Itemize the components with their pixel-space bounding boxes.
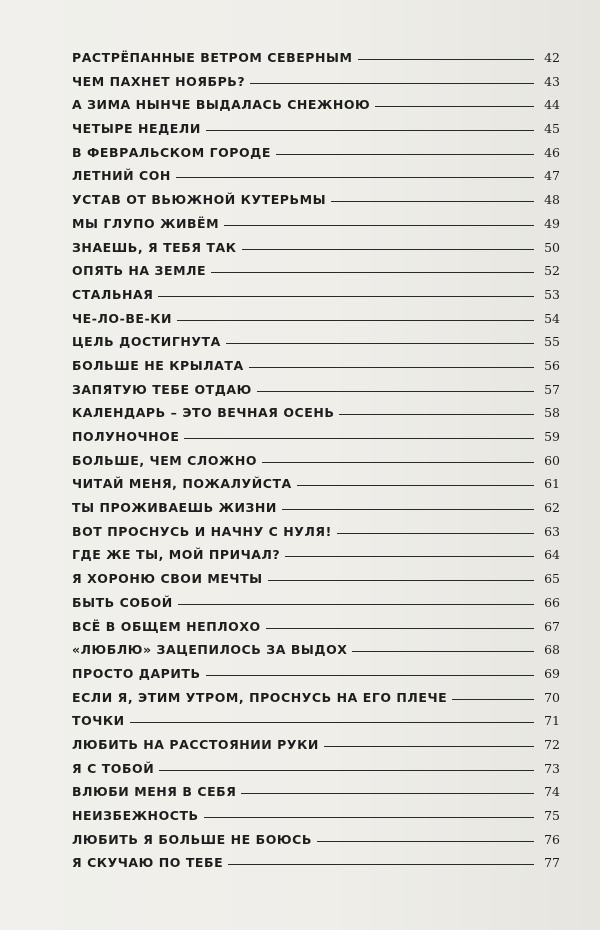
toc-entry-page: 68 [544, 642, 560, 658]
toc-entry-leader [250, 83, 534, 84]
toc-entry-title: РАСТРЁПАННЫЕ ВЕТРОМ СЕВЕРНЫМ [72, 50, 353, 65]
toc-entry-page: 48 [544, 192, 560, 208]
toc-entry-leader [339, 414, 534, 415]
toc-entry-leader [257, 391, 534, 392]
toc-entry-title: МЫ ГЛУПО ЖИВЁМ [72, 215, 220, 231]
toc-entry [72, 145, 560, 169]
toc-entry-title: ЕСЛИ Я, ЭТИМ УТРОМ, ПРОСНУСЬ НА ЕГО ПЛЕЧЕ [72, 689, 448, 705]
toc-entry-title: В ФЕВРАЛЬСКОМ ГОРОДЕ [72, 144, 271, 160]
toc-entry-title: ОПЯТЬ НА ЗЕМЛЕ [72, 263, 207, 279]
toc-entry-leader [297, 485, 534, 486]
toc-entry-title: «ЛЮБЛЮ» ЗАЦЕПИЛОСЬ ЗА ВЫДОХ [72, 642, 348, 658]
toc-entry-page: 43 [544, 73, 560, 89]
toc-entry [72, 547, 560, 571]
toc-entry-title: ЛЕТНИЙ СОН [72, 168, 171, 184]
toc-entry [72, 287, 560, 311]
toc-entry [72, 808, 560, 832]
toc-entry-title: Я ХОРОНЮ СВОИ МЕЧТЫ [72, 571, 263, 587]
toc-entry-page: 77 [544, 855, 560, 871]
toc-entry-page: 63 [544, 523, 560, 539]
toc-entry-page: 49 [544, 215, 560, 231]
toc-entry [72, 405, 560, 429]
toc-entry-title: ПРОСТО ДАРИТЬ [72, 665, 201, 681]
toc-entry-title: ЧЕТЫРЕ НЕДЕЛИ [72, 121, 201, 137]
toc-entry-title: ГДЕ ЖЕ ТЫ, МОЙ ПРИЧАЛ? [72, 547, 281, 563]
toc-entry [72, 358, 560, 382]
toc-entry-leader [262, 462, 534, 463]
toc-entry-page: 62 [544, 500, 560, 516]
toc-entry-title: ПОЛУНОЧНОЕ [72, 429, 180, 444]
toc-entry-title: УСТАВ ОТ ВЬЮЖНОЙ КУТЕРЬМЫ [72, 192, 327, 208]
toc-entry-page: 71 [544, 713, 560, 729]
toc-entry [72, 168, 560, 192]
toc-entry-leader [224, 225, 534, 226]
toc-entry [72, 192, 560, 216]
toc-entry [72, 784, 560, 808]
toc-entry-title: ТОЧКИ [72, 713, 125, 729]
toc-entry-leader [206, 675, 534, 676]
toc-entry-page: 76 [544, 831, 560, 847]
toc-entry [72, 690, 560, 714]
toc-entry-title: БЫТЬ СОБОЙ [72, 594, 173, 610]
toc-entry-page: 55 [544, 334, 560, 350]
toc-entry [72, 50, 560, 74]
table-of-contents [72, 50, 560, 879]
toc-entry-title: Я СКУЧАЮ ПО ТЕБЕ [72, 855, 224, 871]
toc-entry-leader [352, 651, 534, 652]
toc-entry-leader [282, 509, 534, 510]
toc-entry [72, 216, 560, 240]
toc-entry [72, 500, 560, 524]
toc-entry-title: ЗАПЯТУЮ ТЕБЕ ОТДАЮ [72, 381, 252, 397]
toc-entry-page: 57 [544, 381, 560, 397]
toc-entry-page: 66 [544, 594, 560, 610]
toc-entry [72, 263, 560, 287]
toc-entry [72, 571, 560, 595]
toc-entry-page: 53 [544, 286, 560, 302]
toc-entry-leader [206, 130, 534, 131]
toc-entry-title: Я С ТОБОЙ [72, 760, 155, 776]
toc-entry-page: 52 [544, 263, 560, 279]
toc-entry-title: ЛЮБИТЬ НА РАССТОЯНИИ РУКИ [72, 736, 319, 752]
toc-entry-title: ЗНАЕШЬ, Я ТЕБЯ ТАК [72, 239, 237, 255]
toc-entry-title: ЛЮБИТЬ Я БОЛЬШЕ НЕ БОЮСЬ [72, 831, 312, 847]
toc-entry-page: 74 [544, 784, 560, 800]
toc-entry-leader [249, 367, 534, 368]
toc-entry-page: 59 [544, 429, 560, 444]
toc-entry-leader [324, 746, 534, 747]
toc-entry-title: ЧИТАЙ МЕНЯ, ПОЖАЛУЙСТА [72, 476, 292, 492]
toc-entry-page: 58 [544, 405, 560, 421]
toc-entry [72, 97, 560, 121]
toc-entry-leader [226, 343, 534, 344]
toc-entry-title: ЦЕЛЬ ДОСТИГНУТА [72, 334, 221, 350]
toc-entry-leader [268, 580, 534, 581]
toc-entry-page: 67 [544, 618, 560, 634]
toc-entry [72, 121, 560, 145]
toc-entry-leader [228, 864, 534, 865]
toc-entry-page: 50 [544, 239, 560, 255]
toc-entry-leader [159, 770, 534, 771]
toc-entry [72, 737, 560, 761]
toc-entry-leader [204, 817, 534, 818]
toc-entry [72, 240, 560, 264]
toc-entry [72, 74, 560, 98]
toc-entry-leader [317, 841, 534, 842]
toc-entry-leader [176, 177, 534, 178]
toc-entry [72, 595, 560, 619]
toc-entry [72, 713, 560, 737]
toc-entry-leader [178, 604, 534, 605]
toc-entry [72, 832, 560, 856]
toc-entry-page: 72 [544, 736, 560, 752]
toc-entry [72, 524, 560, 548]
toc-entry-page: 56 [544, 357, 560, 373]
toc-entry-page: 70 [544, 689, 560, 705]
toc-entry-leader [375, 106, 534, 107]
toc-entry-title: СТАЛЬНАЯ [72, 286, 154, 302]
toc-entry-title: ВОТ ПРОСНУСЬ И НАЧНУ С НУЛЯ! [72, 523, 332, 539]
toc-entry-leader [331, 201, 534, 202]
toc-entry-title: НЕИЗБЕЖНОСТЬ [72, 808, 199, 823]
toc-entry-title: ЧЕМ ПАХНЕТ НОЯБРЬ? [72, 73, 246, 89]
toc-entry-leader [337, 533, 534, 534]
toc-entry-title: КАЛЕНДАРЬ – ЭТО ВЕЧНАЯ ОСЕНЬ [72, 405, 335, 421]
toc-entry-leader [266, 628, 534, 629]
toc-entry [72, 761, 560, 785]
toc-entry-leader [211, 272, 534, 273]
toc-entry-page: 69 [544, 665, 560, 681]
toc-entry-page: 73 [544, 760, 560, 776]
toc-entry [72, 311, 560, 335]
toc-entry-page: 64 [544, 547, 560, 563]
toc-entry-page: 44 [544, 97, 560, 113]
toc-entry-leader [184, 438, 534, 439]
toc-entry-page: 75 [544, 808, 560, 823]
toc-entry-title: ЧЕ-ЛО-ВЕ-КИ [72, 310, 173, 326]
toc-entry-page: 54 [544, 310, 560, 326]
toc-entry-leader [177, 320, 534, 321]
toc-entry-leader [242, 249, 535, 250]
toc-entry-page: 46 [544, 144, 560, 160]
toc-entry-page: 60 [544, 452, 560, 468]
toc-entry-leader [158, 296, 534, 297]
toc-entry-page: 47 [544, 168, 560, 184]
toc-entry-page: 45 [544, 121, 560, 137]
toc-entry [72, 476, 560, 500]
toc-entry [72, 855, 560, 879]
toc-entry-leader [285, 556, 534, 557]
toc-entry-title: ТЫ ПРОЖИВАЕШЬ ЖИЗНИ [72, 500, 277, 516]
toc-entry-page: 65 [544, 571, 560, 587]
toc-entry [72, 453, 560, 477]
toc-entry [72, 642, 560, 666]
toc-entry-leader [130, 722, 534, 723]
toc-entry [72, 666, 560, 690]
toc-entry-leader [276, 154, 534, 155]
toc-entry-title: БОЛЬШЕ, ЧЕМ СЛОЖНО [72, 452, 258, 468]
toc-entry-leader [241, 793, 534, 794]
toc-entry-title: А ЗИМА НЫНЧЕ ВЫДАЛАСЬ СНЕЖНОЮ [72, 97, 371, 113]
toc-entry [72, 334, 560, 358]
toc-entry-leader [358, 59, 535, 60]
toc-entry-leader [452, 699, 534, 700]
toc-entry-title: БОЛЬШЕ НЕ КРЫЛАТА [72, 357, 244, 373]
toc-entry-page: 42 [544, 50, 560, 65]
toc-entry [72, 382, 560, 406]
toc-entry-title: ВСЁ В ОБЩЕМ НЕПЛОХО [72, 618, 261, 634]
toc-entry-page: 61 [544, 476, 560, 492]
toc-entry [72, 619, 560, 643]
toc-entry [72, 429, 560, 453]
toc-entry-title: ВЛЮБИ МЕНЯ В СЕБЯ [72, 784, 237, 800]
